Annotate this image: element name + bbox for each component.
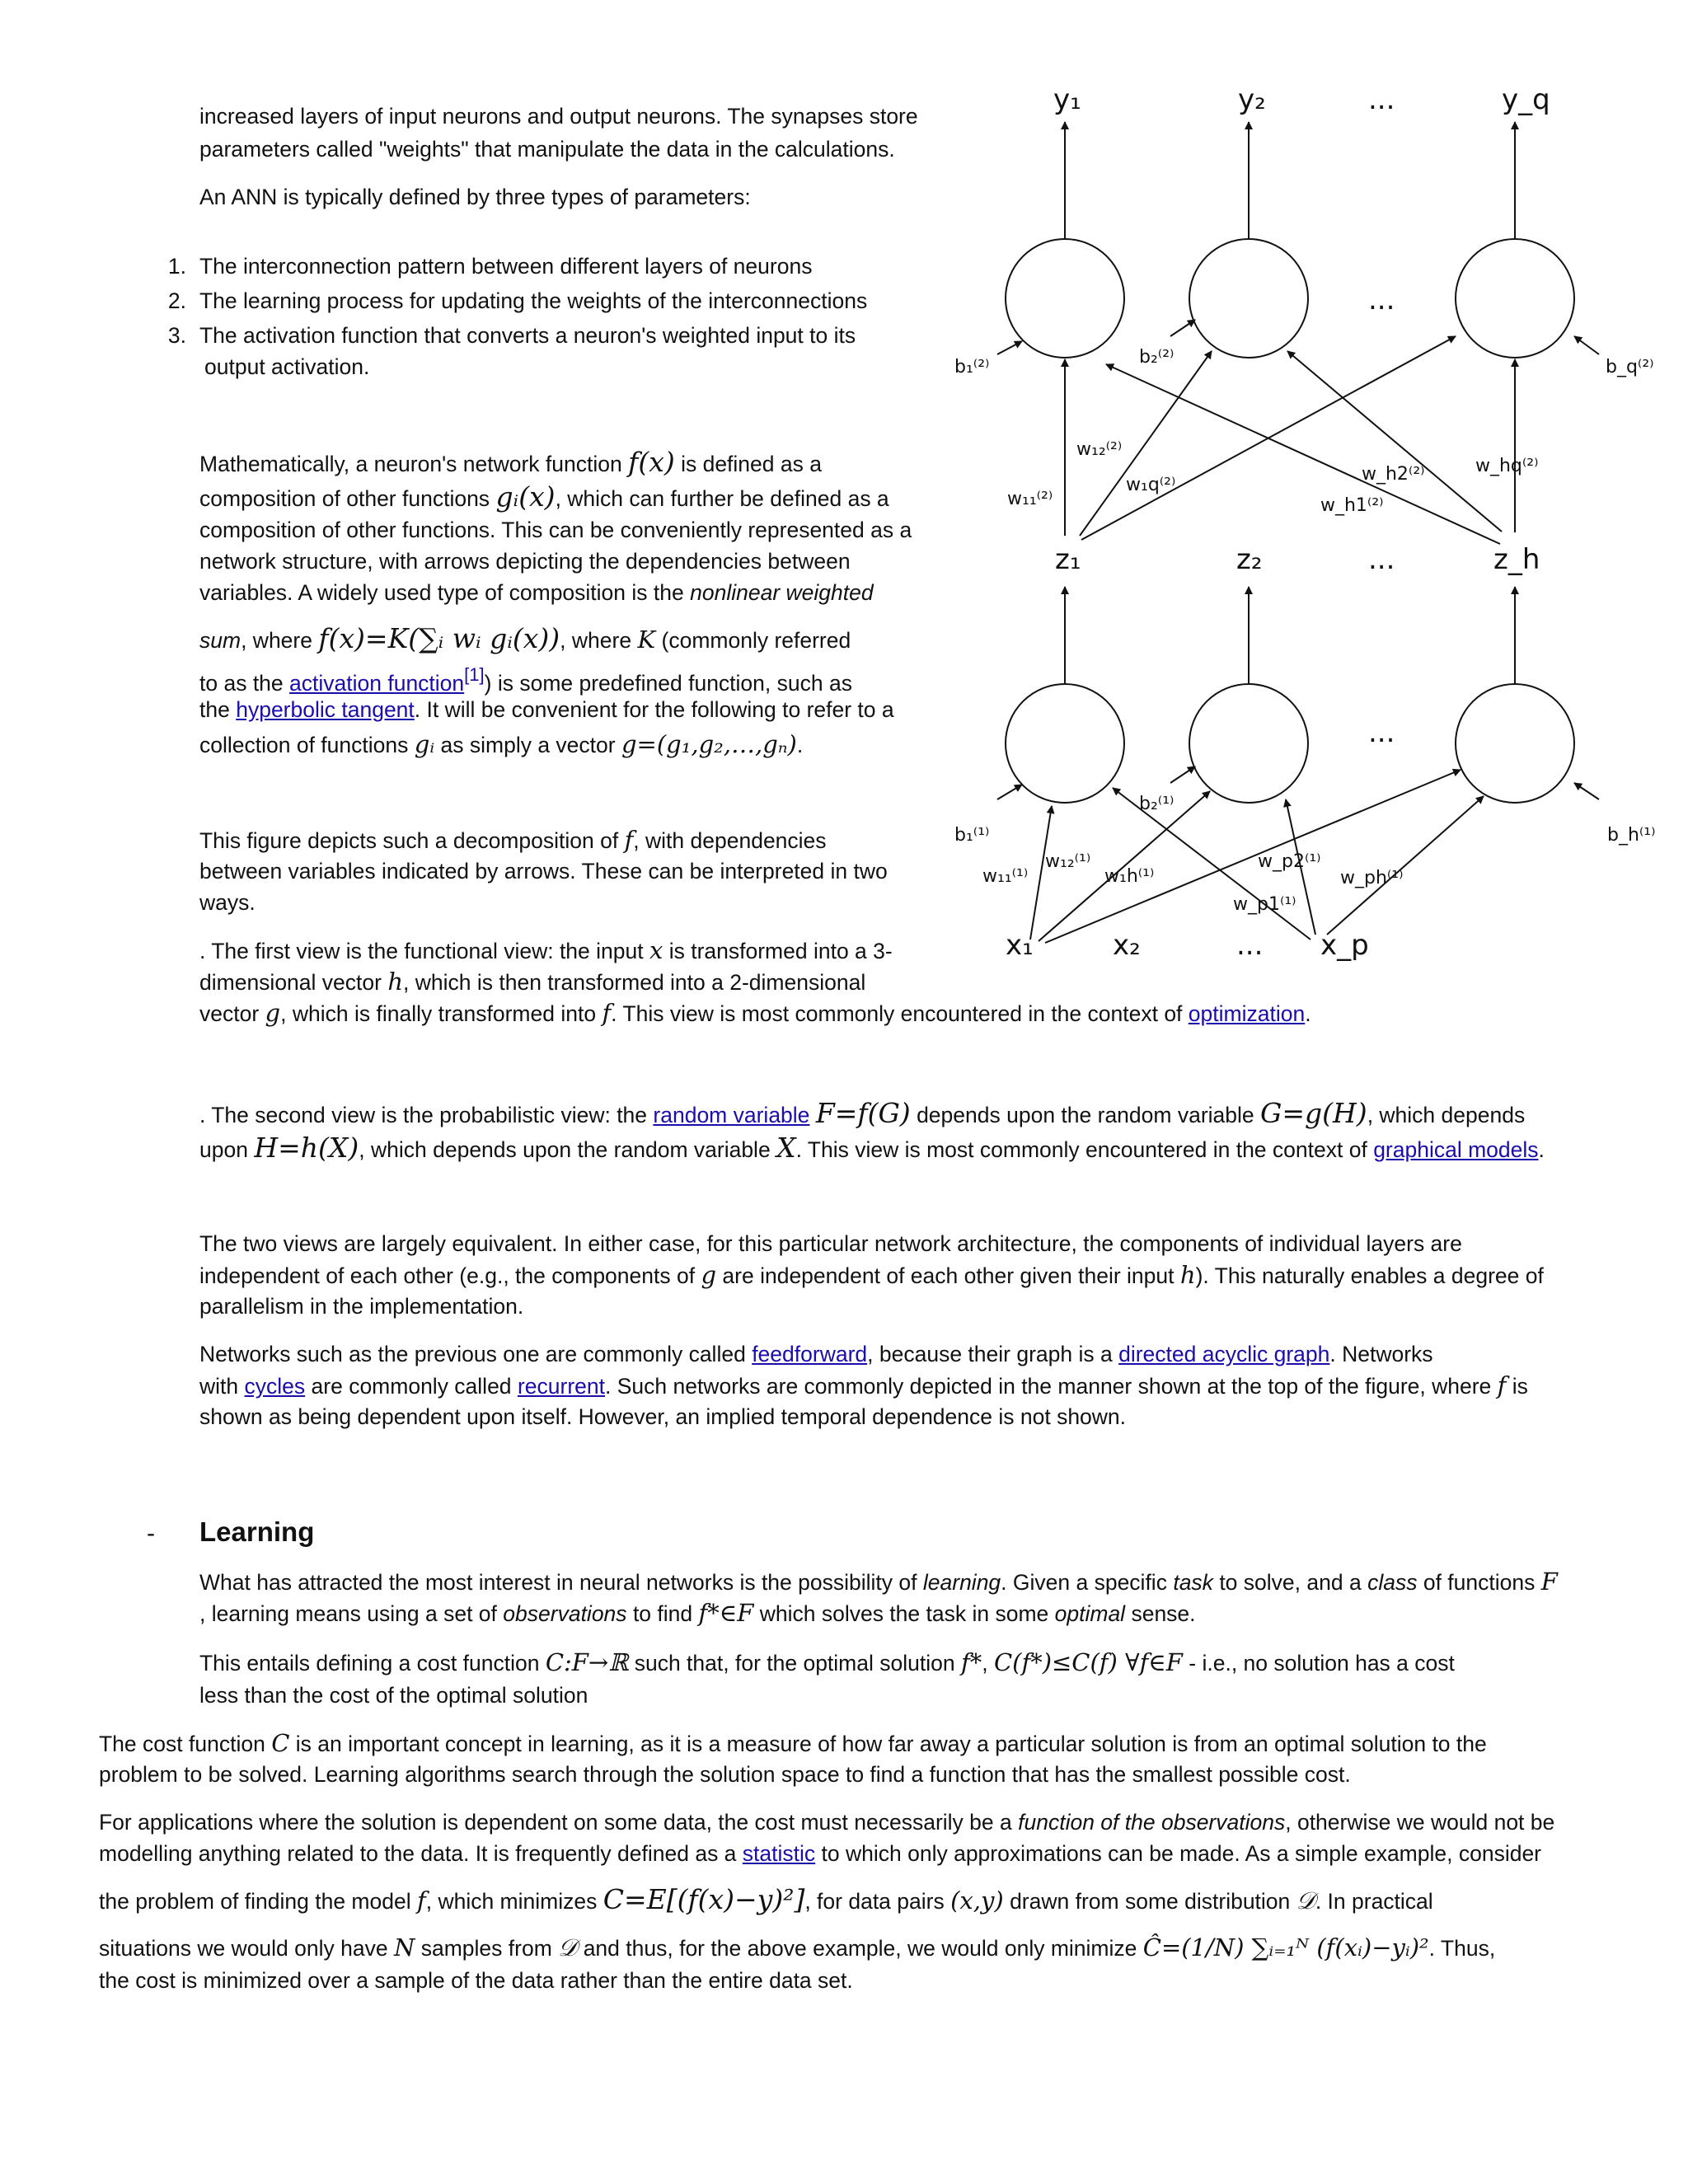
label-w212: w₁₂⁽²⁾ — [1076, 439, 1123, 460]
probabilistic-line: upon H=h(X), which depends upon the random variable X. This view is most commonly encountered in the context of graphical models. — [199, 1132, 1545, 1164]
networks-line: with cycles are commonly called recurrent. Such networks are commonly depicted in the manner shown at the top of the figure, where f is — [199, 1371, 1528, 1399]
label-w111: w₁₁⁽¹⁾ — [982, 866, 1029, 887]
activation-function-link[interactable]: activation function — [289, 671, 465, 696]
label-yq: y_q — [1502, 83, 1550, 116]
hidden-neuron — [1189, 684, 1308, 803]
learning-line: What has attracted the most interest in neural networks is the possibility of learning. Given a specific task to solve, and a class of functions F — [199, 1568, 1558, 1596]
label-b21: b₁⁽²⁾ — [954, 357, 990, 377]
output-neuron — [1189, 239, 1308, 358]
bias-arrow — [1574, 336, 1599, 354]
label-dots: ... — [1368, 543, 1395, 576]
section-bullet: - — [147, 1520, 155, 1547]
label-z1: z₁ — [1055, 543, 1081, 576]
cost-line: The cost function C is an important concept in learning, as it is a measure of how far away a particular solution is from an optimal solution to the — [99, 1729, 1487, 1757]
equivalence-line: parallelism in the implementation. — [199, 1294, 524, 1319]
weight-edge — [1287, 351, 1502, 532]
applications-line: the problem of finding the model f, which minimizes C=E[(f(x)−y)²], for data pairs (x,y) drawn from some distribution 𝒟. In practical — [99, 1883, 1433, 1915]
bias-arrow — [1170, 766, 1195, 783]
functional-line: . The first view is the functional view: the input x is transformed into a 3- — [199, 936, 893, 964]
math-line: composition of other functions gᵢ(x), which can further be defined as a — [199, 480, 889, 513]
feedforward-link[interactable]: feedforward — [752, 1342, 868, 1366]
label-w1p2: w_p2⁽¹⁾ — [1258, 851, 1321, 872]
learning-heading: Learning — [199, 1516, 315, 1547]
weight-edge — [1106, 364, 1500, 544]
weight-edge — [1045, 770, 1461, 943]
label-zh: z_h — [1493, 543, 1540, 576]
functional-line: dimensional vector h, which is then transformed into a 2-dimensional — [199, 968, 866, 996]
equivalence-line: The two views are largely equivalent. In either case, for this particular network architecture, the components of individual layers are — [199, 1231, 1462, 1256]
reference-1[interactable]: [1] — [464, 664, 485, 685]
label-b11: b₁⁽¹⁾ — [954, 825, 990, 846]
bias-arrow — [1574, 783, 1599, 799]
intro-line-2: parameters called "weights" that manipulate the data in the calculations. — [199, 137, 895, 162]
label-x2: x₂ — [1113, 929, 1141, 962]
probabilistic-line: . The second view is the probabilistic view: the random variable F=f(G) depends upon the random variable G=g(H), which depends — [199, 1097, 1526, 1129]
math-line: network structure, with arrows depicting the dependencies between — [199, 549, 851, 574]
label-w2hq: w_hq⁽²⁾ — [1475, 456, 1539, 476]
label-w1p1: w_p1⁽¹⁾ — [1233, 894, 1296, 915]
math-line: to as the activation function[1]) is some predefined function, such as — [199, 664, 852, 696]
hidden-neuron — [1456, 684, 1574, 803]
intro-line-1: increased layers of input neurons and output neurons. The synapses store — [199, 104, 918, 129]
math-line: collection of functions gᵢ as simply a vector g=(g₁,g₂,…,gₙ). — [199, 730, 804, 758]
hyperbolic-tangent-link[interactable]: hyperbolic tangent — [236, 697, 415, 722]
math-line: Mathematically, a neuron's network function f(x) is defined as a — [199, 446, 822, 478]
figure-line: between variables indicated by arrows. These can be interpreted in two — [199, 859, 888, 883]
label-dots: ... — [1368, 716, 1395, 749]
networks-line: shown as being dependent upon itself. However, an implied temporal dependence is not shown. — [199, 1404, 1127, 1429]
math-line: the hyperbolic tangent. It will be convenient for the following to refer to a — [199, 697, 894, 722]
directed-acyclic-graph-link[interactable]: directed acyclic graph — [1118, 1342, 1330, 1366]
label-w21q: w₁q⁽²⁾ — [1126, 475, 1176, 495]
label-w2h2: w_h2⁽²⁾ — [1362, 464, 1425, 485]
functional-line: vector g, which is finally transformed into f. This view is most commonly encountered in the context of optimization. — [199, 999, 1311, 1027]
applications-line: the cost is minimized over a sample of the data rather than the entire data set. — [99, 1968, 853, 1993]
label-w211: w₁₁⁽²⁾ — [1007, 489, 1053, 509]
label-y2: y₂ — [1238, 83, 1266, 116]
label-b22: b₂⁽²⁾ — [1139, 347, 1175, 368]
weight-edge — [1327, 796, 1484, 935]
random-variable-link[interactable]: random variable — [653, 1103, 810, 1127]
cycles-link[interactable]: cycles — [244, 1374, 306, 1399]
label-dots: ... — [1368, 284, 1395, 316]
label-w2h1: w_h1⁽²⁾ — [1320, 495, 1384, 516]
label-b2q: b_q⁽²⁾ — [1606, 357, 1654, 377]
label-x1: x₁ — [1006, 929, 1034, 962]
cost-line: problem to be solved. Learning algorithms search through the solution space to find a function that has the smallest possible cost. — [99, 1762, 1351, 1787]
networks-line: Networks such as the previous one are commonly called feedforward, because their graph is a directed acyclic graph. Networks — [199, 1342, 1433, 1366]
applications-line: situations we would only have N samples from 𝒟 and thus, for the above example, we would only minimize Ĉ=(1/N) ∑ᵢ₌₁ᴺ (f(xᵢ)−yᵢ)². Thus, — [99, 1933, 1496, 1961]
output-neuron — [1006, 239, 1124, 358]
equivalence-line: independent of each other (e.g., the components of g are independent of each other given their input h). This naturally enables a degree of — [199, 1261, 1544, 1289]
learning-line: This entails defining a cost function C:F→ℝ such that, for the optimal solution f*, C(f*)≤C(f) ∀f∈F - i.e., no solution has a cost — [199, 1648, 1455, 1676]
output-neuron — [1456, 239, 1574, 358]
label-b12: b₂⁽¹⁾ — [1139, 794, 1175, 814]
label-dots: ... — [1236, 929, 1264, 962]
label-w11h: w₁h⁽¹⁾ — [1104, 866, 1155, 887]
label-dots: ... — [1368, 83, 1395, 116]
math-line: variables. A widely used type of composition is the nonlinear weighted — [199, 580, 874, 605]
label-z2: z₂ — [1236, 543, 1263, 576]
hidden-neuron — [1006, 684, 1124, 803]
label-w112: w₁₂⁽¹⁾ — [1045, 851, 1091, 872]
list-item: 3. The activation function that converts a neuron's weighted input to its output activation. — [167, 323, 856, 379]
applications-line: modelling anything related to the data. It is frequently defined as a statistic to which only approximations can be made. As a simple example, consider — [99, 1841, 1542, 1866]
math-line: composition of other functions. This can be conveniently represented as a — [199, 518, 912, 542]
parameter-types-intro: An ANN is typically defined by three types of parameters: — [199, 185, 751, 209]
learning-line: , learning means using a set of observations to find f*∈F which solves the task in some optimal sense. — [199, 1599, 1196, 1627]
learning-line: less than the cost of the optimal solution — [199, 1683, 588, 1708]
neural-network-diagram — [948, 74, 1657, 981]
math-line: sum, where f(x)=K(∑ᵢ wᵢ gᵢ(x)), where K (commonly referred — [199, 622, 851, 654]
recurrent-link[interactable]: recurrent — [517, 1374, 605, 1399]
label-xp: x_p — [1320, 929, 1369, 962]
bias-arrow — [1170, 320, 1195, 336]
applications-line: For applications where the solution is dependent on some data, the cost must necessarily be a function of the observations, otherwise we would not be — [99, 1810, 1555, 1835]
bias-arrow — [997, 785, 1022, 799]
label-y1: y₁ — [1053, 83, 1081, 116]
figure-line: ways. — [199, 890, 256, 915]
label-b1h: b_h⁽¹⁾ — [1607, 825, 1656, 846]
graphical-models-link[interactable]: graphical models — [1373, 1137, 1539, 1162]
bias-arrow — [997, 341, 1022, 354]
label-w1ph: w_ph⁽¹⁾ — [1340, 868, 1404, 888]
figure-line: This figure depicts such a decomposition of f, with dependencies — [199, 826, 827, 854]
optimization-link[interactable]: optimization — [1188, 1001, 1306, 1026]
statistic-link[interactable]: statistic — [742, 1841, 816, 1866]
weight-edge — [1030, 806, 1052, 940]
